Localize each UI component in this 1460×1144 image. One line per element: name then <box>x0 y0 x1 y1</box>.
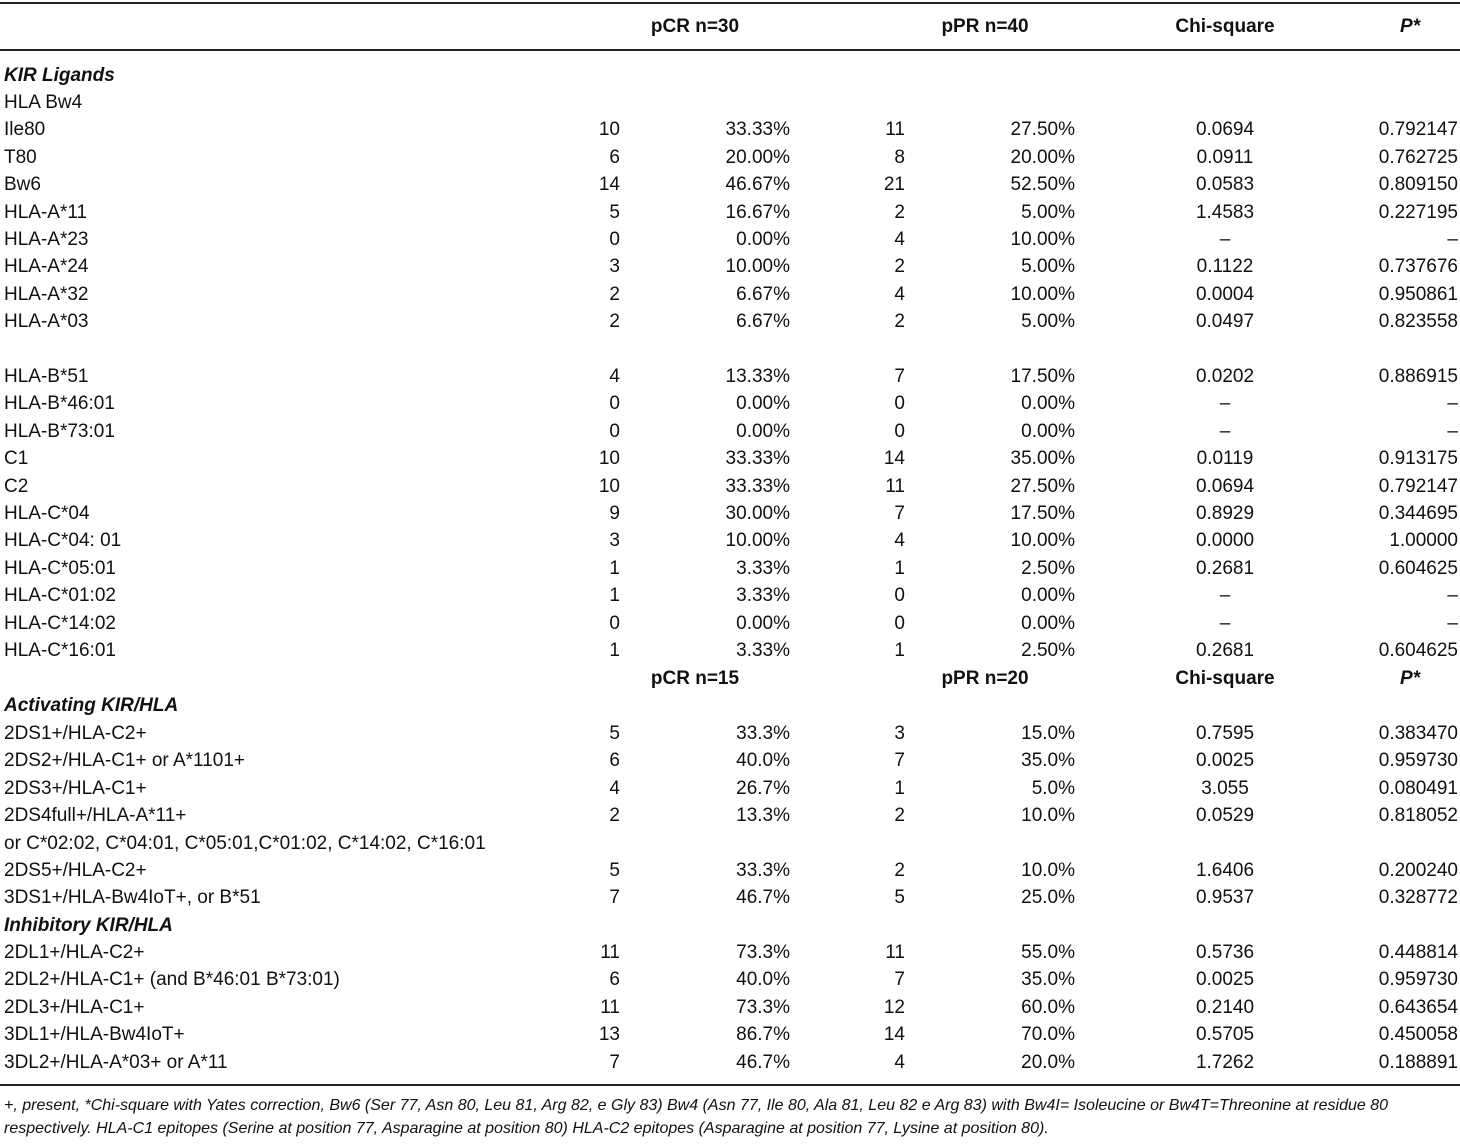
chi-square-value: 0.0529 <box>1195 805 1255 827</box>
pcr-count: 1 <box>609 585 620 607</box>
top-rule <box>0 2 1460 4</box>
table-row <box>0 884 1460 911</box>
pcr-percent: 40.0% <box>736 750 790 772</box>
chi-square-value: 0.0694 <box>1195 475 1255 497</box>
ppr-count: 2 <box>894 860 905 881</box>
chi-square-value: 0.0497 <box>1195 311 1255 333</box>
row-label: 2DL2+/HLA-C1+ (and B*46:01 B*73:01) <box>4 969 340 991</box>
col-subheader-pcr: pCR n=15 <box>650 668 740 689</box>
ppr-count: 5 <box>894 887 905 909</box>
pcr-percent: 46.67% <box>725 174 790 196</box>
ppr-percent: 0.00% <box>1021 420 1075 442</box>
pcr-count: 2 <box>609 283 620 305</box>
p-value: 0.737676 <box>1378 256 1458 278</box>
chi-square-value: 0.0004 <box>1195 283 1255 305</box>
row-label: Bw6 <box>4 174 41 196</box>
table-row <box>0 363 1460 390</box>
pcr-count: 1 <box>609 640 620 661</box>
row-label: HLA-C*01:02 <box>4 585 116 607</box>
table-row <box>0 226 1460 253</box>
table-row <box>0 939 1460 966</box>
chi-square-value: 0.7595 <box>1195 723 1255 744</box>
p-value: 0.809150 <box>1378 174 1458 196</box>
pcr-percent: 33.33% <box>725 475 790 497</box>
row-label: HLA-B*51 <box>4 366 89 387</box>
ppr-percent: 0.00% <box>1021 585 1075 607</box>
p-value: 0.792147 <box>1378 119 1458 141</box>
pcr-percent: 3.33% <box>736 557 790 579</box>
p-value: 0.227195 <box>1378 201 1458 223</box>
pcr-percent: 26.7% <box>736 777 790 799</box>
p-value: 0.959730 <box>1378 750 1458 772</box>
row-label: HLA-A*24 <box>4 256 89 278</box>
row-label: 2DL3+/HLA-C1+ <box>4 996 145 1018</box>
p-value: 0.383470 <box>1378 723 1458 744</box>
table-row <box>0 89 1460 116</box>
ppr-count: 0 <box>894 420 905 442</box>
pcr-percent: 73.3% <box>736 942 790 963</box>
row-label: 3DS1+/HLA-Bw4IoT+, or B*51 <box>4 887 261 909</box>
ppr-percent: 35.00% <box>1010 448 1075 470</box>
row-label: C1 <box>4 448 29 470</box>
p-value: 0.950861 <box>1378 283 1458 305</box>
p-value: 0.959730 <box>1378 969 1458 991</box>
table-row <box>0 390 1460 417</box>
ppr-count: 7 <box>894 750 905 772</box>
pcr-count: 14 <box>598 174 620 196</box>
col-header-p: P* <box>1399 16 1421 37</box>
ppr-count: 14 <box>883 448 905 470</box>
ppr-percent: 52.50% <box>1010 174 1075 196</box>
table-row <box>0 775 1460 802</box>
p-value: – <box>1447 585 1458 607</box>
pcr-percent: 13.3% <box>736 805 790 827</box>
ppr-percent: 2.50% <box>1021 557 1075 579</box>
row-label: HLA-C*05:01 <box>4 557 116 579</box>
row-label: T80 <box>4 146 37 168</box>
table-row <box>0 1021 1460 1048</box>
ppr-count: 11 <box>885 475 905 497</box>
chi-square-value: 0.0000 <box>1195 530 1255 552</box>
table-row <box>0 253 1460 280</box>
section-title-inhibitory: Inhibitory KIR/HLA <box>4 915 173 936</box>
ppr-count: 2 <box>894 201 905 223</box>
ppr-count: 7 <box>894 503 905 524</box>
ppr-percent: 35.0% <box>1021 969 1075 991</box>
pcr-percent: 33.33% <box>725 448 790 470</box>
table-row <box>0 199 1460 226</box>
pcr-count: 2 <box>609 311 620 333</box>
ppr-count: 4 <box>894 530 905 552</box>
pcr-count: 6 <box>609 750 620 772</box>
table-row <box>0 1049 1460 1076</box>
table-row <box>0 857 1460 884</box>
row-label: HLA-C*14:02 <box>4 612 116 634</box>
ppr-count: 0 <box>894 612 905 634</box>
ppr-count: 21 <box>883 174 905 196</box>
chi-square-value: 0.0025 <box>1195 969 1255 991</box>
ppr-count: 2 <box>894 805 905 827</box>
col-subheader-chi: Chi-square <box>1175 668 1275 689</box>
ppr-percent: 20.00% <box>1010 146 1075 168</box>
ppr-percent: 10.0% <box>1021 805 1075 827</box>
chi-square-value: 0.0694 <box>1195 119 1255 141</box>
header-rule <box>0 49 1460 51</box>
p-value: 0.913175 <box>1378 448 1458 470</box>
table-row <box>0 802 1460 829</box>
pcr-percent: 73.3% <box>736 996 790 1018</box>
p-value: 0.762725 <box>1378 146 1458 168</box>
pcr-percent: 0.00% <box>736 229 790 250</box>
ppr-percent: 10.00% <box>1010 229 1075 250</box>
pcr-count: 6 <box>609 146 620 168</box>
ppr-count: 12 <box>883 996 905 1018</box>
ppr-count: 7 <box>894 366 905 387</box>
ppr-percent: 20.0% <box>1021 1051 1075 1073</box>
p-value: 0.344695 <box>1378 503 1458 524</box>
ppr-percent: 27.50% <box>1010 475 1075 497</box>
ppr-count: 2 <box>894 311 905 333</box>
ppr-count: 4 <box>894 283 905 305</box>
ppr-percent: 0.00% <box>1021 612 1075 634</box>
p-value: – <box>1447 393 1458 415</box>
table-row <box>0 637 1460 664</box>
pcr-count: 13 <box>598 1024 620 1046</box>
p-value: 0.818052 <box>1378 805 1458 827</box>
pcr-percent: 33.3% <box>736 860 790 881</box>
table-row <box>0 418 1460 445</box>
pcr-percent: 46.7% <box>736 1051 790 1073</box>
row-label: C2 <box>4 475 29 497</box>
table-subheader <box>0 665 1460 692</box>
chi-square-value: – <box>1219 612 1231 634</box>
pcr-percent: 0.00% <box>736 393 790 415</box>
pcr-percent: 6.67% <box>736 283 790 305</box>
row-label: HLA-A*03 <box>4 311 89 333</box>
pcr-percent: 33.3% <box>736 723 790 744</box>
chi-square-value: 1.6406 <box>1195 860 1255 881</box>
ppr-count: 14 <box>883 1024 905 1046</box>
row-label: 2DS5+/HLA-C2+ <box>4 860 147 881</box>
pcr-percent: 13.33% <box>725 366 790 387</box>
pcr-percent: 6.67% <box>736 311 790 333</box>
row-label: Ile80 <box>4 119 46 141</box>
ppr-count: 1 <box>894 557 905 579</box>
ppr-count: 11 <box>885 119 905 141</box>
pcr-count: 0 <box>609 612 620 634</box>
chi-square-value: 0.1122 <box>1196 256 1254 278</box>
table-footnote: +, present, *Chi-square with Yates correction, Bw6 (Ser 77, Asn 80, Leu 81, Arg 82, e Gly 83) Bw4 (Asn 77, Ile 80, Ala 81, Leu 82 e Arg 83) with Bw4I= Isoleucine or Bw4T=Threonine at residue 80 respectively. HLA-C1 epitopes (Serine at position 77, Asparagine at position 80) HLA-C2 epitopes (Asparagine at position 77, Lysine at position 80). <box>4 1097 1389 1137</box>
table-row <box>0 336 1460 363</box>
pcr-count: 0 <box>609 393 620 415</box>
row-label: 2DS2+/HLA-C1+ or A*1101+ <box>4 750 245 772</box>
p-value: 0.450058 <box>1378 1024 1458 1046</box>
pcr-percent: 3.33% <box>736 585 790 607</box>
ppr-count: 11 <box>885 942 905 963</box>
ppr-percent: 2.50% <box>1021 640 1075 661</box>
ppr-count: 8 <box>894 146 905 168</box>
chi-square-value: 0.0202 <box>1195 366 1255 387</box>
chi-square-value: – <box>1219 229 1231 250</box>
pcr-percent: 86.7% <box>736 1024 790 1046</box>
pcr-percent: 33.33% <box>725 119 790 141</box>
pcr-count: 5 <box>609 860 620 881</box>
row-label: 3DL2+/HLA-A*03+ or A*11 <box>4 1051 228 1073</box>
table-row <box>0 527 1460 554</box>
chi-square-value: 0.8929 <box>1195 503 1255 524</box>
row-label: HLA-B*46:01 <box>4 393 115 415</box>
p-value: 0.823558 <box>1378 311 1458 333</box>
ppr-count: 1 <box>894 640 905 661</box>
p-value: 0.448814 <box>1378 942 1458 963</box>
table-row <box>0 582 1460 609</box>
chi-square-value: 3.055 <box>1201 777 1249 799</box>
row-label: HLA-A*23 <box>4 229 89 250</box>
p-value: 1.00000 <box>1389 530 1458 552</box>
pcr-percent: 20.00% <box>725 146 790 168</box>
chi-square-value: 0.5736 <box>1195 942 1255 963</box>
ppr-percent: 5.00% <box>1021 311 1075 333</box>
table-row <box>0 473 1460 500</box>
table-row <box>0 720 1460 747</box>
table-row <box>0 308 1460 335</box>
ppr-percent: 70.0% <box>1021 1024 1075 1046</box>
chi-square-value: 0.0119 <box>1196 448 1254 470</box>
ppr-count: 0 <box>894 585 905 607</box>
pcr-count: 5 <box>609 201 620 223</box>
table-row <box>0 994 1460 1021</box>
pcr-count: 10 <box>598 448 620 470</box>
ppr-percent: 25.0% <box>1021 887 1075 909</box>
pcr-percent: 40.0% <box>736 969 790 991</box>
p-value: 0.604625 <box>1378 640 1458 661</box>
ppr-percent: 15.0% <box>1021 723 1075 744</box>
section-title-ligands: KIR Ligands <box>4 65 115 86</box>
bottom-rule <box>0 1084 1460 1086</box>
chi-square-value: 0.2140 <box>1195 996 1255 1018</box>
row-label: HLA Bw4 <box>4 92 83 113</box>
row-label: HLA-C*16:01 <box>4 640 116 661</box>
ppr-count: 4 <box>894 229 905 250</box>
pcr-percent: 10.00% <box>725 256 790 278</box>
col-subheader-ppr: pPR n=20 <box>941 668 1029 689</box>
ppr-count: 4 <box>894 1051 905 1073</box>
chi-square-value: – <box>1219 393 1231 415</box>
chi-square-value: 0.2681 <box>1195 640 1255 661</box>
col-header-chi: Chi-square <box>1175 16 1275 37</box>
pcr-count: 4 <box>609 366 620 387</box>
table-row <box>0 116 1460 143</box>
p-value: 0.604625 <box>1378 557 1458 579</box>
table-row <box>0 500 1460 527</box>
ppr-percent: 17.50% <box>1010 366 1075 387</box>
pcr-count: 7 <box>609 887 620 909</box>
pcr-count: 0 <box>609 229 620 250</box>
pcr-count: 5 <box>609 723 620 744</box>
col-subheader-p: P* <box>1399 668 1421 689</box>
pcr-count: 10 <box>598 119 620 141</box>
chi-square-value: 0.0911 <box>1196 146 1254 168</box>
p-value: – <box>1447 229 1458 250</box>
row-label: HLA-B*73:01 <box>4 420 115 442</box>
chi-square-value: 1.7262 <box>1195 1051 1255 1073</box>
row-label: HLA-C*04 <box>4 503 90 524</box>
chi-square-value: 0.0025 <box>1195 750 1255 772</box>
ppr-count: 1 <box>894 777 905 799</box>
ppr-percent: 0.00% <box>1021 393 1075 415</box>
chi-square-value: – <box>1219 420 1231 442</box>
pcr-count: 4 <box>609 777 620 799</box>
ppr-count: 3 <box>894 723 905 744</box>
pcr-percent: 16.67% <box>725 201 790 223</box>
p-value: 0.188891 <box>1378 1051 1458 1073</box>
ppr-count: 2 <box>894 256 905 278</box>
row-label: 3DL1+/HLA-Bw4IoT+ <box>4 1024 185 1046</box>
section-title-activating: Activating KIR/HLA <box>4 695 179 716</box>
p-value: 0.080491 <box>1378 777 1458 799</box>
table-row <box>0 830 1460 857</box>
ppr-count: 7 <box>894 969 905 991</box>
pcr-count: 3 <box>609 530 620 552</box>
table-row <box>0 281 1460 308</box>
table-header <box>0 13 1460 40</box>
chi-square-value: 0.0583 <box>1195 174 1255 196</box>
ppr-percent: 10.00% <box>1010 283 1075 305</box>
ppr-percent: 35.0% <box>1021 750 1075 772</box>
chi-square-value: 0.9537 <box>1195 887 1255 909</box>
ppr-percent: 10.0% <box>1021 860 1075 881</box>
row-label: 2DS4full+/HLA-A*11+ <box>4 805 187 827</box>
ppr-percent: 5.00% <box>1021 256 1075 278</box>
pcr-count: 10 <box>598 475 620 497</box>
ppr-percent: 5.00% <box>1021 201 1075 223</box>
pcr-count: 11 <box>600 996 620 1018</box>
p-value: 0.200240 <box>1378 860 1458 881</box>
pcr-count: 7 <box>609 1051 620 1073</box>
table-row <box>0 171 1460 198</box>
pcr-percent: 46.7% <box>736 887 790 909</box>
p-value: 0.328772 <box>1378 887 1458 909</box>
row-label: 2DS1+/HLA-C2+ <box>4 723 147 744</box>
ppr-percent: 60.0% <box>1021 996 1075 1018</box>
row-label: 2DS3+/HLA-C1+ <box>4 777 147 799</box>
pcr-count: 1 <box>609 557 620 579</box>
p-value: 0.792147 <box>1378 475 1458 497</box>
row-label: HLA-A*11 <box>4 201 88 223</box>
ppr-percent: 10.00% <box>1010 530 1075 552</box>
pcr-count: 9 <box>609 503 620 524</box>
pcr-count: 0 <box>609 420 620 442</box>
pcr-percent: 3.33% <box>736 640 790 661</box>
ppr-count: 0 <box>894 393 905 415</box>
ppr-percent: 17.50% <box>1010 503 1075 524</box>
table-row <box>0 144 1460 171</box>
pcr-count: 2 <box>609 805 620 827</box>
table-row <box>0 966 1460 993</box>
row-label: HLA-A*32 <box>4 283 89 305</box>
chi-square-value: – <box>1219 585 1231 607</box>
row-label: 2DL1+/HLA-C2+ <box>4 942 145 963</box>
table-row <box>0 555 1460 582</box>
pcr-percent: 30.00% <box>725 503 790 524</box>
pcr-percent: 0.00% <box>736 420 790 442</box>
p-value: 0.643654 <box>1378 996 1458 1018</box>
p-value: 0.886915 <box>1378 366 1458 387</box>
pcr-count: 6 <box>609 969 620 991</box>
chi-square-value: 1.4583 <box>1195 201 1255 223</box>
chi-square-value: 0.2681 <box>1195 557 1255 579</box>
row-label: or C*02:02, C*04:01, C*05:01,C*01:02, C*14:02, C*16:01 <box>4 832 486 854</box>
table-row <box>0 747 1460 774</box>
ppr-percent: 55.0% <box>1021 942 1075 963</box>
pcr-count: 11 <box>600 942 620 963</box>
chi-square-value: 0.5705 <box>1195 1024 1255 1046</box>
col-header-ppr: pPR n=40 <box>941 16 1029 37</box>
col-header-pcr: pCR n=30 <box>650 16 740 37</box>
pcr-percent: 10.00% <box>725 530 790 552</box>
p-value: – <box>1447 420 1458 442</box>
p-value: – <box>1447 612 1458 634</box>
ppr-percent: 27.50% <box>1010 119 1075 141</box>
pcr-percent: 0.00% <box>736 612 790 634</box>
pcr-count: 3 <box>609 256 620 278</box>
table-row <box>0 610 1460 637</box>
table-row <box>0 445 1460 472</box>
row-label: HLA-C*04: 01 <box>4 530 122 552</box>
ppr-percent: 5.0% <box>1031 777 1075 799</box>
